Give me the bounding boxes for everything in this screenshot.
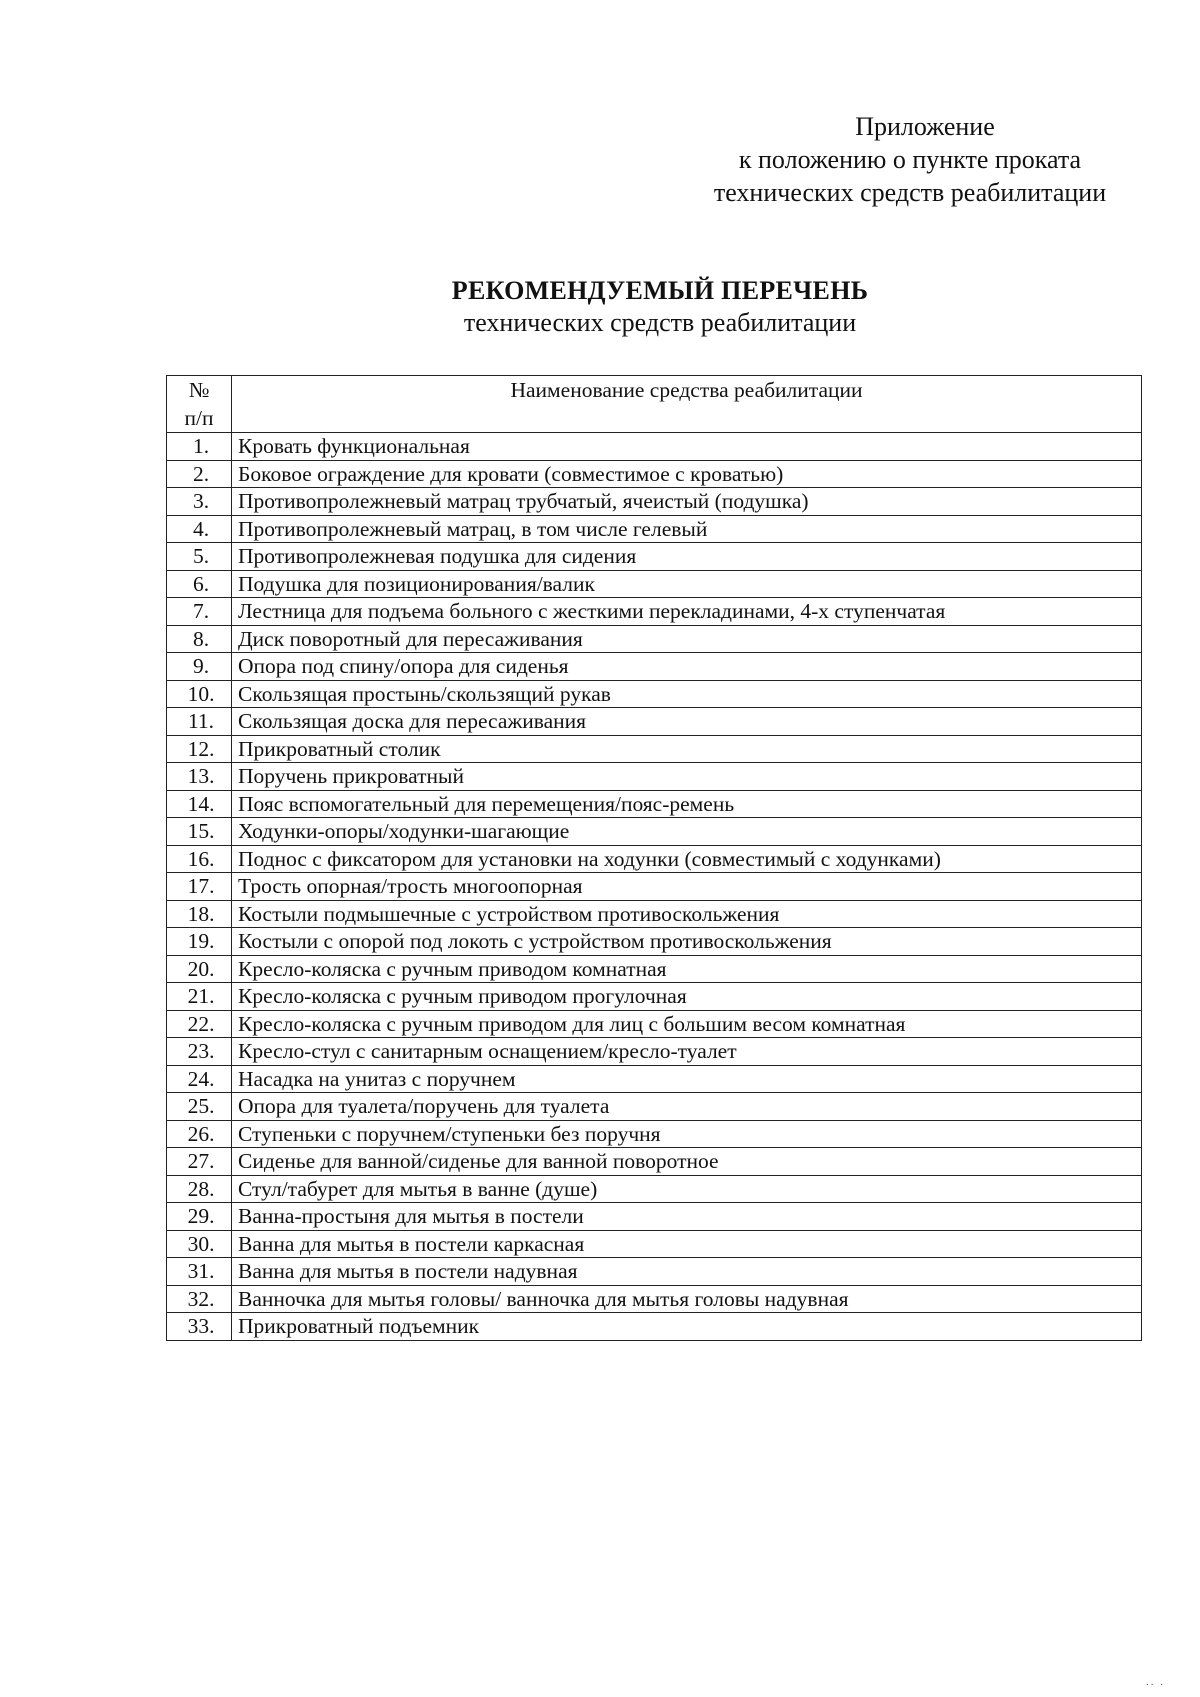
row-item-name: Насадка на унитаз с поручнем <box>232 1065 1142 1093</box>
table-header-row <box>167 376 1142 433</box>
row-number: 10. <box>167 680 232 708</box>
row-number: 18. <box>167 900 232 928</box>
table-row <box>167 1038 1142 1066</box>
row-item-name: Прикроватный подъемник <box>232 1313 1142 1341</box>
table-row <box>167 1148 1142 1176</box>
table-body <box>167 433 1142 1341</box>
header-number-symbol: № <box>188 378 210 402</box>
row-item-name: Прикроватный столик <box>232 735 1142 763</box>
table-row <box>167 790 1142 818</box>
row-number: 12. <box>167 735 232 763</box>
row-item-name: Противопролежневая подушка для сидения <box>232 543 1142 571</box>
row-number: 25. <box>167 1093 232 1121</box>
table-row <box>167 543 1142 571</box>
table-row <box>167 1258 1142 1286</box>
table-row <box>167 680 1142 708</box>
table-row <box>167 515 1142 543</box>
table-row <box>167 1065 1142 1093</box>
row-item-name: Ходунки-опоры/ходунки-шагающие <box>232 818 1142 846</box>
table-row <box>167 598 1142 626</box>
row-number: 33. <box>167 1313 232 1341</box>
row-number: 4. <box>167 515 232 543</box>
row-item-name: Кровать функциональная <box>232 433 1142 461</box>
row-number: 27. <box>167 1148 232 1176</box>
row-item-name: Трость опорная/трость многоопорная <box>232 873 1142 901</box>
row-item-name: Ванна-простыня для мытья в постели <box>232 1203 1142 1231</box>
table-row <box>167 955 1142 983</box>
row-item-name: Стул/табурет для мытья в ванне (душе) <box>232 1175 1142 1203</box>
row-item-name: Кресло-коляска с ручным приводом прогулочная <box>232 983 1142 1011</box>
row-item-name: Поручень прикроватный <box>232 763 1142 791</box>
row-item-name: Костыли подмышечные с устройством противоскольжения <box>232 900 1142 928</box>
row-item-name: Кресло-коляска с ручным приводом для лиц с большим весом комнатная <box>232 1010 1142 1038</box>
row-item-name: Ванна для мытья в постели надувная <box>232 1258 1142 1286</box>
table-row <box>167 928 1142 956</box>
row-number: 11. <box>167 708 232 736</box>
appendix-reference-line: технических средств реабилитации <box>713 178 1107 207</box>
header-number-abbrev: п/п <box>184 406 214 430</box>
appendix-header <box>660 110 1160 209</box>
row-number: 19. <box>167 928 232 956</box>
row-number: 26. <box>167 1120 232 1148</box>
document-subtitle: технических средств реабилитации <box>463 308 857 337</box>
row-item-name: Ступеньки с поручнем/ступеньки без поручня <box>232 1120 1142 1148</box>
table-row <box>167 1120 1142 1148</box>
header-name-cell: Наименование средства реабилитации <box>232 376 1142 433</box>
row-item-name: Ванна для мытья в постели каркасная <box>232 1230 1142 1258</box>
table-row <box>167 708 1142 736</box>
row-number: 22. <box>167 1010 232 1038</box>
row-item-name: Скользящая простынь/скользящий рукав <box>232 680 1142 708</box>
table-row <box>167 1285 1142 1313</box>
row-item-name: Сиденье для ванной/сиденье для ванной поворотное <box>232 1148 1142 1176</box>
table-row <box>167 1230 1142 1258</box>
row-item-name: Боковое ограждение для кровати (совместимое с кроватью) <box>232 460 1142 488</box>
table-row <box>167 488 1142 516</box>
table-row <box>167 653 1142 681</box>
row-item-name: Костыли с опорой под локоть с устройством противоскольжения <box>232 928 1142 956</box>
row-number: 13. <box>167 763 232 791</box>
appendix-label: Приложение <box>855 112 995 141</box>
table-row <box>167 1010 1142 1038</box>
row-number: 28. <box>167 1175 232 1203</box>
row-item-name: Противопролежневый матрац, в том числе гелевый <box>232 515 1142 543</box>
row-item-name: Поднос с фиксатором для установки на ходунки (совместимый с ходунками) <box>232 845 1142 873</box>
row-item-name: Пояс вспомогательный для перемещения/пояс-ремень <box>232 790 1142 818</box>
row-number: 30. <box>167 1230 232 1258</box>
row-item-name: Лестница для подъема больного с жесткими перекладинами, 4-х ступенчатая <box>232 598 1142 626</box>
row-number: 21. <box>167 983 232 1011</box>
row-number: 29. <box>167 1203 232 1231</box>
appendix-reference-line: к положению о пункте проката <box>738 145 1082 174</box>
table-row <box>167 873 1142 901</box>
table-row <box>167 625 1142 653</box>
header-number-cell <box>167 376 232 433</box>
table-row <box>167 1313 1142 1341</box>
row-item-name: Опора для туалета/поручень для туалета <box>232 1093 1142 1121</box>
row-number: 3. <box>167 488 232 516</box>
document-title: РЕКОМЕНДУЕМЫЙ ПЕРЕЧЕНЬ <box>451 276 869 305</box>
row-number: 2. <box>167 460 232 488</box>
row-number: 15. <box>167 818 232 846</box>
row-number: 8. <box>167 625 232 653</box>
table-row <box>167 1175 1142 1203</box>
row-item-name: Опора под спину/опора для сиденья <box>232 653 1142 681</box>
row-number: 24. <box>167 1065 232 1093</box>
row-item-name: Скользящая доска для пересаживания <box>232 708 1142 736</box>
table-row <box>167 983 1142 1011</box>
row-number: 7. <box>167 598 232 626</box>
table-row <box>167 900 1142 928</box>
table-row <box>167 818 1142 846</box>
row-number: 20. <box>167 955 232 983</box>
table-row <box>167 1093 1142 1121</box>
table-row <box>167 433 1142 461</box>
table-row <box>167 845 1142 873</box>
table-row <box>167 460 1142 488</box>
equipment-table <box>166 375 1142 1341</box>
table-row <box>167 570 1142 598</box>
table-row <box>167 735 1142 763</box>
row-item-name: Диск поворотный для пересаживания <box>232 625 1142 653</box>
table-row <box>167 763 1142 791</box>
row-number: 23. <box>167 1038 232 1066</box>
row-item-name: Подушка для позиционирования/валик <box>232 570 1142 598</box>
row-number: 1. <box>167 433 232 461</box>
row-number: 9. <box>167 653 232 681</box>
row-number: 17. <box>167 873 232 901</box>
row-item-name: Кресло-коляска с ручным приводом комнатная <box>232 955 1142 983</box>
row-number: 16. <box>167 845 232 873</box>
table-row <box>167 1203 1142 1231</box>
scan-artifact: .. . <box>1146 1676 1165 1688</box>
row-number: 32. <box>167 1285 232 1313</box>
row-item-name: Кресло-стул с санитарным оснащением/кресло-туалет <box>232 1038 1142 1066</box>
row-item-name: Противопролежневый матрац трубчатый, ячеистый (подушка) <box>232 488 1142 516</box>
row-number: 6. <box>167 570 232 598</box>
row-number: 14. <box>167 790 232 818</box>
row-item-name: Ванночка для мытья головы/ ванночка для мытья головы надувная <box>232 1285 1142 1313</box>
row-number: 31. <box>167 1258 232 1286</box>
document-heading <box>160 275 1160 339</box>
row-number: 5. <box>167 543 232 571</box>
